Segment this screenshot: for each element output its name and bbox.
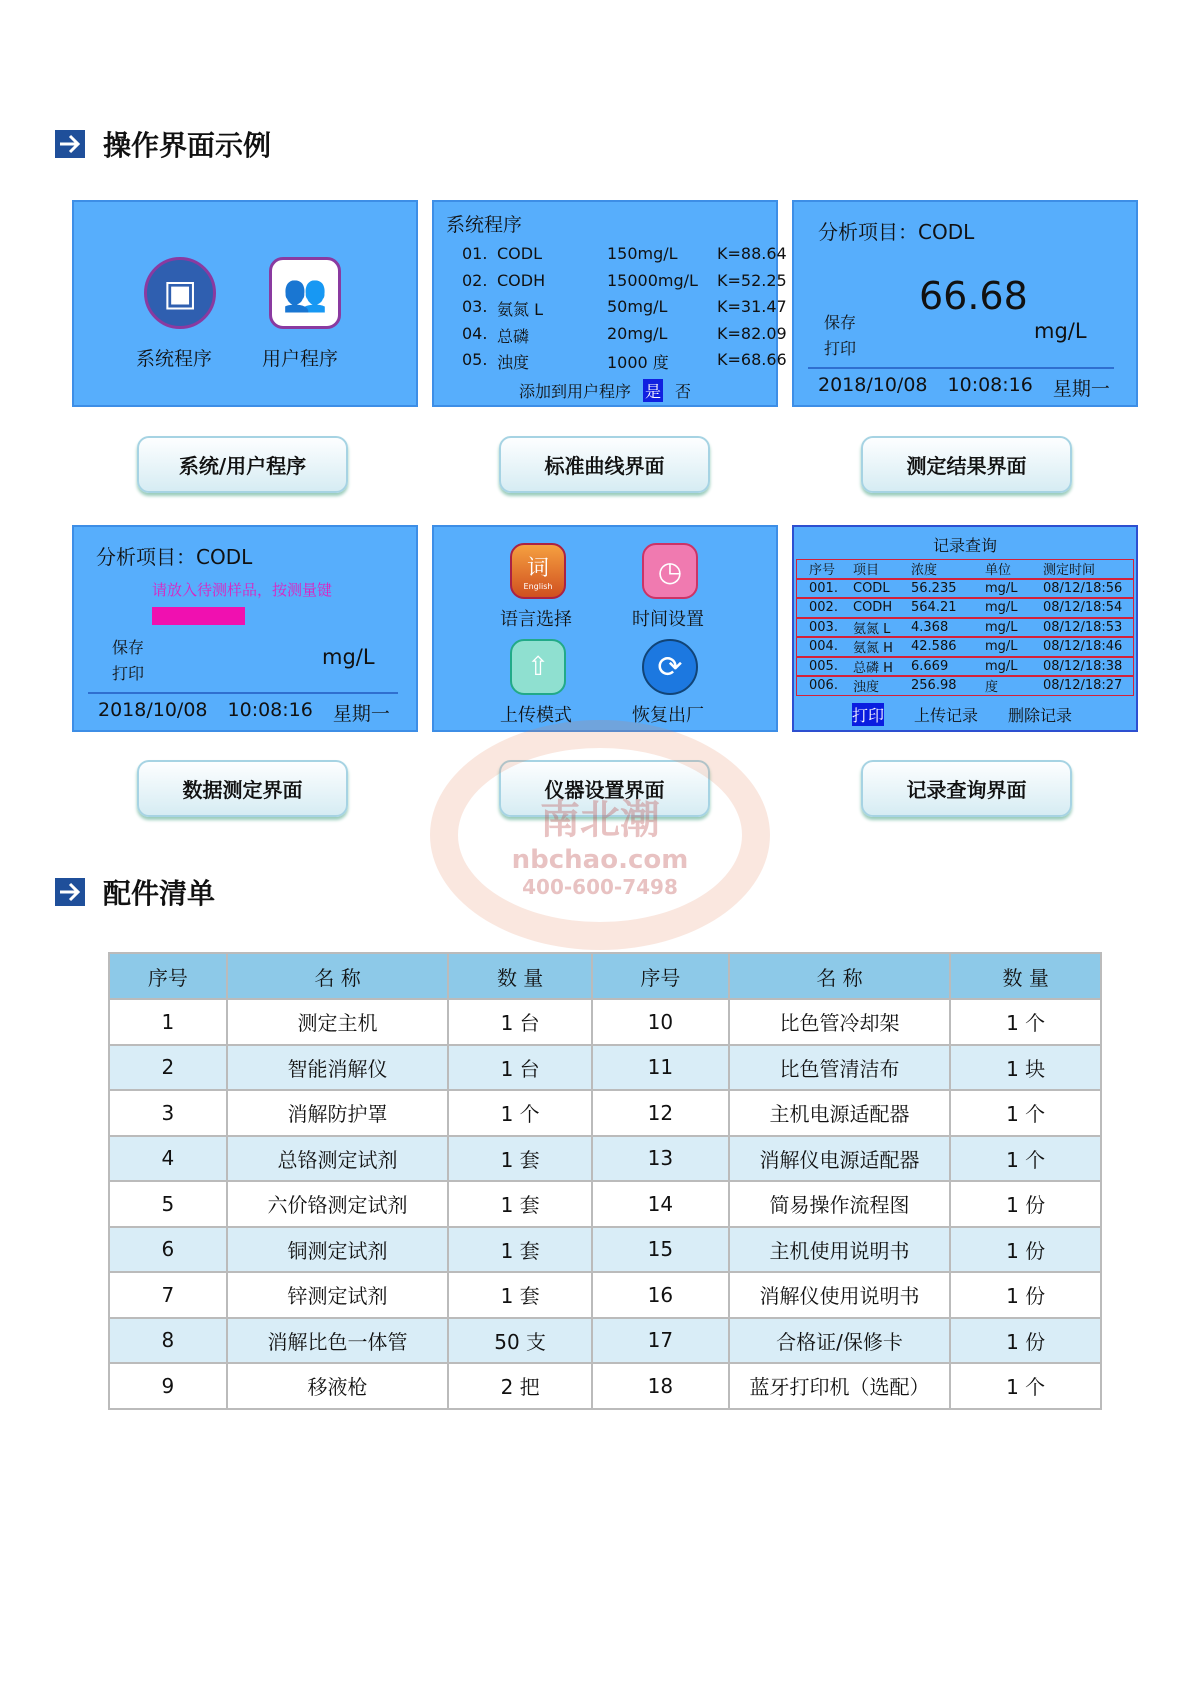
table-cell: 1 个 [950, 1363, 1101, 1409]
table-row [109, 999, 1101, 1045]
accessories-table [108, 952, 1102, 1410]
system-user-program-button[interactable]: 系统/用户程序 [137, 436, 348, 493]
program-no: 02. [462, 270, 488, 290]
table-cell: 1 个 [950, 1136, 1101, 1182]
program-k: K=31.47 [717, 297, 787, 316]
program-name: 氨氮 L [497, 300, 544, 319]
restore-icon[interactable]: ⟳ [642, 639, 698, 695]
no-option[interactable]: 否 [675, 382, 692, 401]
program-name: CODL [497, 244, 542, 263]
table-cell: 智能消解仪 [227, 1045, 449, 1091]
table-cell: 消解仪使用说明书 [729, 1272, 951, 1318]
table-row [109, 1227, 1101, 1273]
delete-records-button[interactable]: 删除记录 [1008, 706, 1073, 725]
record-cell: 6.669 [911, 658, 949, 674]
table-cell: 消解仪电源适配器 [729, 1136, 951, 1182]
record-cell: 4.368 [911, 619, 949, 635]
record-cell: 氨氮 H [853, 641, 893, 657]
table-cell: 4 [109, 1136, 227, 1182]
column-header: 名 称 [729, 953, 951, 999]
program-k: K=82.09 [717, 323, 787, 343]
table-cell: 蓝牙打印机（选配） [729, 1363, 951, 1409]
screen-title: 记录查询 [932, 536, 997, 555]
column-header: 数 量 [448, 953, 592, 999]
time: 10:08:16 [227, 699, 313, 721]
record-cell: 浓度 [911, 563, 938, 579]
table-cell: 测定主机 [227, 999, 449, 1045]
record-cell: mg/L [985, 580, 1018, 596]
record-query-button[interactable]: 记录查询界面 [861, 760, 1072, 817]
add-to-user-program-label: 添加到用户程序 [519, 382, 632, 401]
record-cell: mg/L [985, 658, 1018, 674]
table-cell: 1 份 [950, 1272, 1101, 1318]
upload-mode-label: 上传模式 [500, 705, 572, 726]
program-row[interactable] [462, 350, 787, 373]
program-row[interactable] [462, 324, 787, 347]
record-cell: 42.586 [911, 639, 957, 655]
instrument-settings-button[interactable]: 仪器设置界面 [499, 760, 710, 817]
record-cell: 度 [985, 680, 999, 696]
table-cell: 比色管冷却架 [729, 999, 951, 1045]
table-cell: 1 份 [950, 1318, 1101, 1364]
table-row [109, 1272, 1101, 1318]
table-cell: 总铬测定试剂 [227, 1136, 449, 1182]
table-cell: 比色管清洁布 [729, 1045, 951, 1091]
record-row[interactable] [796, 598, 1134, 618]
section-title: 操作界面示例 [103, 129, 272, 162]
program-range: 150mg/L [607, 244, 678, 263]
watermark: 南北潮 nbchao.com 400-600-7498 [430, 720, 770, 950]
table-cell: 2 [109, 1045, 227, 1091]
monitor-icon[interactable]: ▣ [144, 257, 216, 329]
table-cell: 1 [109, 999, 227, 1045]
record-cell: CODH [853, 600, 893, 616]
table-cell: 1 套 [448, 1272, 592, 1318]
save-option[interactable]: 保存 [112, 638, 145, 657]
table-cell: 简易操作流程图 [729, 1181, 951, 1227]
table-cell: 1 个 [950, 999, 1101, 1045]
table-row [109, 1045, 1101, 1091]
factory-reset-label: 恢复出厂 [632, 705, 704, 726]
record-cell: 003. [809, 619, 838, 635]
record-row[interactable] [796, 579, 1134, 599]
record-cell: 006. [809, 678, 838, 694]
record-cell: 256.98 [911, 678, 957, 694]
table-cell: 消解防护罩 [227, 1090, 449, 1136]
system-program-label: 系统程序 [136, 348, 213, 370]
progress-bar [152, 607, 245, 625]
record-header [796, 559, 1134, 579]
program-name: 总磷 [497, 326, 530, 346]
record-cell: 08/12/18:54 [1043, 600, 1123, 616]
table-row [109, 1136, 1101, 1182]
program-range: 20mg/L [607, 323, 668, 343]
result-screen [792, 200, 1138, 407]
result-unit: mg/L [1034, 319, 1087, 343]
record-query-screen [792, 525, 1138, 732]
table-cell: 1 份 [950, 1181, 1101, 1227]
table-cell: 15 [592, 1227, 729, 1273]
weekday: 星期一 [332, 703, 390, 725]
table-cell: 16 [592, 1272, 729, 1318]
table-cell: 消解比色一体管 [227, 1318, 449, 1364]
table-row [109, 1363, 1101, 1409]
table-row [109, 1318, 1101, 1364]
program-no: 05. [462, 350, 488, 369]
instrument-settings-screen [432, 525, 778, 732]
table-cell: 1 套 [448, 1227, 592, 1273]
result-screen-button[interactable]: 测定结果界面 [861, 436, 1072, 493]
result-value: 66.68 [919, 274, 1028, 318]
column-header: 数 量 [950, 953, 1101, 999]
program-row[interactable] [462, 271, 787, 290]
table-cell: 5 [109, 1181, 227, 1227]
weekday: 星期一 [1052, 378, 1110, 400]
program-row[interactable] [462, 244, 787, 263]
analysis-item: 分析项目：CODL [96, 545, 253, 569]
table-row [109, 1090, 1101, 1136]
upload-icon[interactable]: ⇧ [510, 639, 566, 695]
table-cell: 移液枪 [227, 1363, 449, 1409]
arrow-icon [55, 878, 85, 906]
table-cell: 1 份 [950, 1227, 1101, 1273]
yes-option[interactable]: 是 [643, 379, 663, 402]
print-button[interactable]: 打印 [852, 703, 884, 726]
upload-records-button[interactable]: 上传记录 [914, 706, 979, 725]
record-cell: mg/L [985, 639, 1018, 655]
record-cell: 总磷 H [853, 660, 893, 676]
column-header: 名 称 [227, 953, 449, 999]
program-k: K=52.25 [717, 270, 787, 290]
table-cell: 17 [592, 1318, 729, 1364]
date: 2018/10/08 [818, 374, 928, 396]
table-cell: 主机使用说明书 [729, 1227, 951, 1273]
record-cell: CODL [853, 580, 890, 596]
save-option[interactable]: 保存 [824, 313, 857, 332]
record-cell: 08/12/18:46 [1043, 639, 1123, 655]
time-setting-label: 时间设置 [632, 609, 704, 630]
table-cell: 7 [109, 1272, 227, 1318]
program-k: K=88.64 [717, 244, 787, 263]
record-cell: 氨氮 L [853, 621, 891, 637]
print-option[interactable]: 打印 [824, 339, 857, 358]
record-row[interactable] [796, 676, 1134, 696]
record-cell: 001. [809, 580, 838, 596]
table-cell: 2 把 [448, 1363, 592, 1409]
table-cell: 3 [109, 1090, 227, 1136]
record-cell: 浊度 [853, 680, 880, 696]
table-cell: 12 [592, 1090, 729, 1136]
system-user-program-screen [72, 200, 418, 407]
record-cell: 08/12/18:27 [1043, 678, 1123, 694]
table-cell: 1 套 [448, 1136, 592, 1182]
table-cell: 六价铬测定试剂 [227, 1181, 449, 1227]
table-cell: 铜测定试剂 [227, 1227, 449, 1273]
record-cell: mg/L [985, 619, 1018, 635]
clock-icon[interactable]: ◷ [642, 543, 698, 599]
table-cell: 1 个 [950, 1090, 1101, 1136]
language-label: 语言选择 [500, 609, 572, 630]
program-no: 03. [462, 297, 488, 316]
record-row[interactable] [796, 637, 1134, 657]
table-row [109, 1181, 1101, 1227]
record-cell: 测定时间 [1043, 563, 1096, 579]
program-name: 浊度 [497, 353, 530, 372]
table-cell: 50 支 [448, 1318, 592, 1364]
program-name: CODH [497, 270, 546, 290]
section-title: 配件清单 [103, 877, 216, 910]
prompt-text: 请放入待测样品，按测量键 [152, 581, 333, 599]
program-k: K=68.66 [717, 350, 787, 369]
table-cell: 1 台 [448, 1045, 592, 1091]
record-row[interactable] [796, 618, 1134, 638]
table-cell: 14 [592, 1181, 729, 1227]
record-cell: 564.21 [911, 600, 957, 616]
record-cell: 002. [809, 600, 838, 616]
record-cell: mg/L [985, 600, 1018, 616]
table-cell: 锌测定试剂 [227, 1272, 449, 1318]
date: 2018/10/08 [98, 699, 208, 721]
table-cell: 1 台 [448, 999, 592, 1045]
language-icon[interactable]: 词 English [510, 543, 566, 599]
program-no: 04. [462, 323, 488, 343]
program-range: 1000 度 [607, 353, 669, 372]
table-cell: 1 套 [448, 1181, 592, 1227]
table-cell: 合格证/保修卡 [729, 1318, 951, 1364]
program-row[interactable] [462, 297, 787, 320]
column-header: 序号 [109, 953, 227, 999]
record-cell: 004. [809, 639, 838, 655]
record-row[interactable] [796, 657, 1134, 677]
table-cell: 13 [592, 1136, 729, 1182]
table-cell: 1 块 [950, 1045, 1101, 1091]
user-program-label: 用户程序 [262, 348, 339, 370]
table-cell: 主机电源适配器 [729, 1090, 951, 1136]
record-cell: 08/12/18:38 [1043, 658, 1123, 674]
time: 10:08:16 [947, 374, 1033, 396]
standard-curve-screen [432, 200, 787, 407]
users-icon[interactable]: 👥 [269, 257, 341, 329]
table-cell: 6 [109, 1227, 227, 1273]
result-unit: mg/L [322, 645, 375, 669]
arrow-icon [55, 130, 85, 158]
print-option[interactable]: 打印 [112, 664, 145, 683]
record-cell: 08/12/18:53 [1043, 619, 1123, 635]
program-range: 50mg/L [607, 297, 668, 316]
record-cell: 56.235 [911, 580, 957, 596]
record-cell: 项目 [853, 563, 880, 579]
section-heading-ui [55, 124, 271, 164]
measurement-screen-button[interactable]: 数据测定界面 [137, 760, 348, 817]
table-cell: 8 [109, 1318, 227, 1364]
measurement-screen [72, 525, 418, 732]
program-no: 01. [462, 244, 488, 263]
record-cell: 序号 [809, 563, 836, 579]
record-cell: 005. [809, 658, 838, 674]
table-cell: 18 [592, 1363, 729, 1409]
column-header: 序号 [592, 953, 729, 999]
analysis-item: 分析项目：CODL [818, 220, 975, 244]
program-range: 15000mg/L [607, 270, 698, 290]
table-cell: 10 [592, 999, 729, 1045]
table-cell: 1 个 [448, 1090, 592, 1136]
screen-title: 系统程序 [446, 214, 523, 236]
record-cell: 08/12/18:56 [1043, 580, 1123, 596]
standard-curve-button[interactable]: 标准曲线界面 [499, 436, 710, 493]
table-cell: 11 [592, 1045, 729, 1091]
section-heading-accessories [55, 872, 215, 912]
record-cell: 单位 [985, 563, 1012, 579]
table-cell: 9 [109, 1363, 227, 1409]
